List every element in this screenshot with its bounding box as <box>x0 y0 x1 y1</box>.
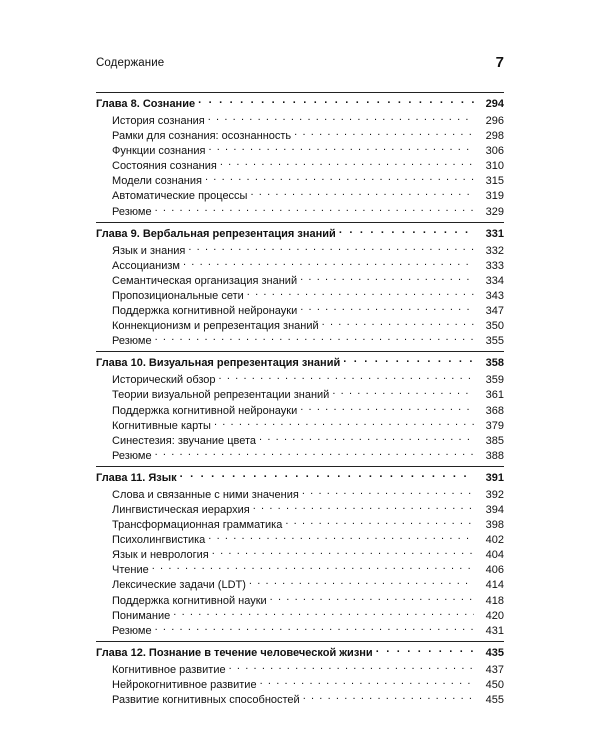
toc-entry[interactable]: Рамки для сознания: осознанность . . . 298 <box>96 129 504 144</box>
chapter-heading[interactable]: Глава 8. Сознание . . . 294 <box>96 97 504 114</box>
toc-entry[interactable]: Резюме . . . 431 <box>96 624 504 639</box>
toc-entry[interactable]: Чтение . . . 406 <box>96 563 504 578</box>
chapter-8 <box>96 92 504 220</box>
toc-entry[interactable]: Модели сознания . . . 315 <box>96 174 504 189</box>
toc-entry[interactable]: Пропозициональные сети . . . 343 <box>96 289 504 304</box>
chapter-heading[interactable]: Глава 9. Вербальная репрезентация знаний . . . 331 <box>96 227 504 244</box>
toc-entry[interactable]: Исторический обзор . . . 359 <box>96 373 504 388</box>
toc-entry[interactable]: История сознания . . . 296 <box>96 114 504 129</box>
chapter-12 <box>96 641 504 708</box>
toc-entry[interactable]: Трансформационная грамматика . . . 398 <box>96 518 504 533</box>
toc-entry[interactable]: Функции сознания . . . 306 <box>96 144 504 159</box>
toc-entry[interactable]: Лингвистическая иерархия . . . 394 <box>96 503 504 518</box>
toc-entry[interactable]: Резюме . . . 388 <box>96 449 504 464</box>
toc-entry[interactable]: Состояния сознания . . . 310 <box>96 159 504 174</box>
toc-entry[interactable]: Коннекционизм и репрезентация знаний . . . 350 <box>96 319 504 334</box>
toc-entry[interactable]: Теории визуальной репрезентации знаний . . . 361 <box>96 388 504 403</box>
toc-entry[interactable]: Резюме . . . 329 <box>96 205 504 220</box>
toc-entry[interactable]: Резюме . . . 355 <box>96 334 504 349</box>
toc-entry[interactable]: Ассоцианизм . . . 333 <box>96 259 504 274</box>
toc-entry[interactable]: Лексические задачи (LDT) . . . 414 <box>96 578 504 593</box>
chapter-heading[interactable]: Глава 12. Познание в течение человеческой жизни . . . 435 <box>96 646 504 663</box>
toc-entry[interactable]: Поддержка когнитивной науки . . . 418 <box>96 594 504 609</box>
toc-entry[interactable]: Язык и знания . . . 332 <box>96 244 504 259</box>
toc-entry[interactable]: Семантическая организация знаний . . . 334 <box>96 274 504 289</box>
toc-entry[interactable]: Поддержка когнитивной нейронауки . . . 347 <box>96 304 504 319</box>
page-number: 7 <box>495 54 504 71</box>
chapter-heading[interactable]: Глава 11. Язык . . . 391 <box>96 471 504 488</box>
chapter-heading[interactable]: Глава 10. Визуальная репрезентация знаний . . . 358 <box>96 356 504 373</box>
page-header <box>96 54 504 74</box>
toc-entry[interactable]: Понимание . . . 420 <box>96 609 504 624</box>
toc-entry[interactable]: Синестезия: звучание цвета . . . 385 <box>96 434 504 449</box>
toc-entry[interactable]: Язык и неврология . . . 404 <box>96 548 504 563</box>
toc-entry[interactable]: Развитие когнитивных способностей . . . 455 <box>96 693 504 708</box>
toc-entry[interactable]: Автоматические процессы . . . 319 <box>96 189 504 204</box>
table-of-contents <box>96 92 504 710</box>
toc-entry[interactable]: Слова и связанные с ними значения . . . 392 <box>96 488 504 503</box>
toc-entry[interactable]: Поддержка когнитивной нейронауки . . . 368 <box>96 404 504 419</box>
chapter-9 <box>96 222 504 350</box>
toc-entry[interactable]: Психолингвистика . . . 402 <box>96 533 504 548</box>
chapter-11 <box>96 466 504 639</box>
toc-entry[interactable]: Нейрокогнитивное развитие . . . 450 <box>96 678 504 693</box>
chapter-10 <box>96 351 504 464</box>
toc-entry[interactable]: Когнитивные карты . . . 379 <box>96 419 504 434</box>
running-title: Содержание <box>96 57 165 69</box>
toc-entry[interactable]: Когнитивное развитие . . . 437 <box>96 663 504 678</box>
